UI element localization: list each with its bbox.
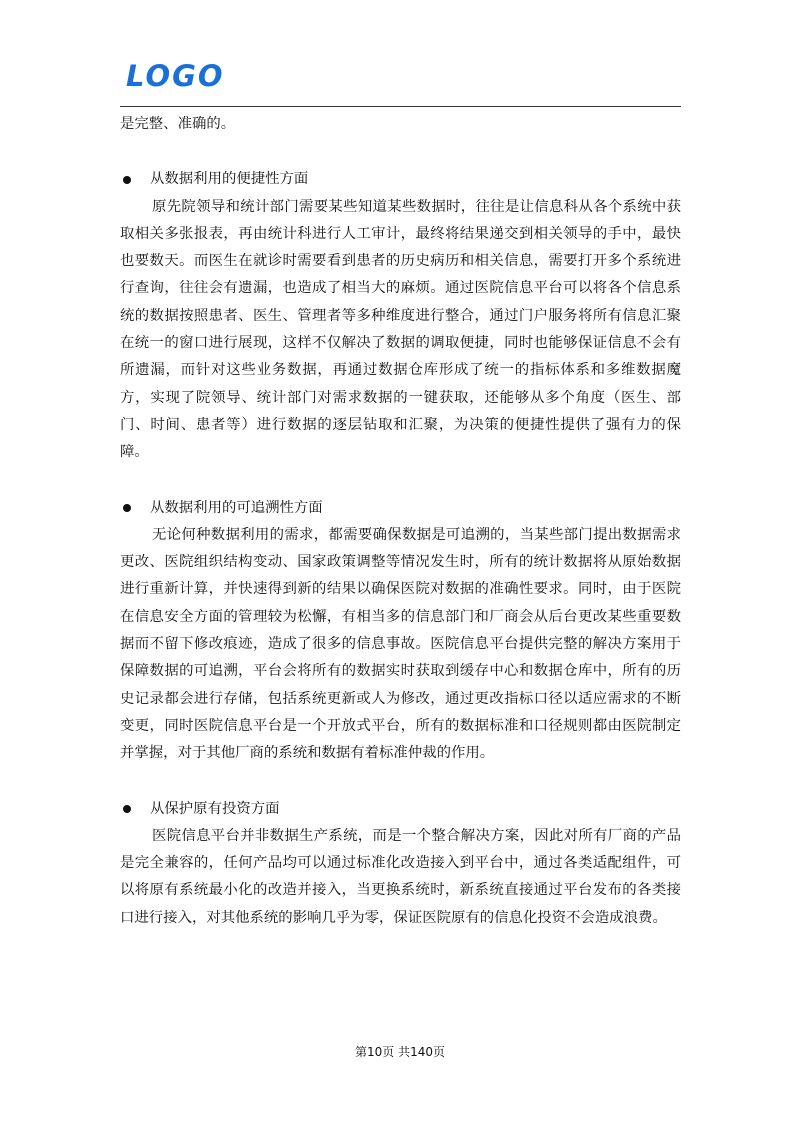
section-body-convenience: 原先院领导和统计部门需要某些知道某些数据时，往往是让信息科从各个系统中获取相关多张报表，再由统计科进行人工审计，最终将结果递交到相关领导的手中，最快也要数天。而医生在就诊时需要看到患者的历史病历和相关信息，需要打开多个系统进行查询，往往会有遗漏，也造成了相当大的麻烦。通过医院信息平台可以将各个信息系统的数据按照患者、医生、管理者等多种维度进行整合，通过门户服务将所有信息汇聚在统一的窗口进行展现，这样不仅解决了数据的调取便捷，同时也能够保证信息不会有所遗漏，而针对这些业务数据，再通过数据仓库形成了统一的指标体系和多维数据魔方，实现了院领导、统计部门对需求数据的一键获取，还能够从多个角度（医生、部门、时间、患者等）进行数据的逐层钻取和汇聚，为决策的便捷性提供了强有力的保障。 bbox=[120, 198, 681, 461]
bullet-icon bbox=[123, 176, 131, 184]
intro-paragraph: 是完整、准确的。 bbox=[120, 116, 236, 132]
section-heading-traceability bbox=[120, 495, 681, 522]
section-heading-text: 从数据利用的可追溯性方面 bbox=[150, 499, 323, 516]
header-divider bbox=[120, 106, 681, 107]
section-heading-text: 从保护原有投资方面 bbox=[150, 800, 280, 817]
section-body-investment: 医院信息平台并非数据生产系统，而是一个整合解决方案，因此对所有厂商的产品是完全兼容的，任何产品均可以通过标准化改造接入到平台中，通过各类适配组件，可以将原有系统最小化的改造并接入，当更换系统时，新系统直接通过平台发布的各类接口进行接入，对其他系统的影响几乎为零，保证医院原有的信息化投资不会造成浪费。 bbox=[120, 827, 681, 926]
section-heading-text: 从数据利用的便捷性方面 bbox=[150, 171, 309, 188]
logo: LOGO bbox=[126, 59, 225, 93]
page-number: 第10页 共140页 bbox=[355, 1045, 445, 1059]
section-heading-investment bbox=[120, 796, 681, 823]
bullet-icon bbox=[123, 805, 131, 813]
bullet-icon bbox=[123, 504, 131, 512]
document-body bbox=[120, 111, 681, 932]
section-heading-convenience bbox=[120, 166, 681, 193]
section-body-traceability: 无论何种数据利用的需求，都需要确保数据是可追溯的，当某些部门提出数据需求更改、医院组织结构变动、国家政策调整等情况发生时，所有的统计数据将从原始数据进行重新计算，并快速得到新的结果以确保医院对数据的准确性要求。同时，由于医院在信息安全方面的管理较为松懈，有相当多的信息部门和厂商会从后台更改某些重要数据而不留下修改痕迹，造成了很多的信息事故。医院信息平台提供完整的解决方案用于保障数据的可追溯，平台会将所有的数据实时获取到缓存中心和数据仓库中，所有的历史记录都会进行存储，包括系统更新或人为修改，通过更改指标口径以适应需求的不断变更，同时医院信息平台是一个开放式平台，所有的数据标准和口径规则都由医院制定并掌握，对于其他厂商的系统和数据有着标准仲裁的作用。 bbox=[120, 526, 681, 762]
